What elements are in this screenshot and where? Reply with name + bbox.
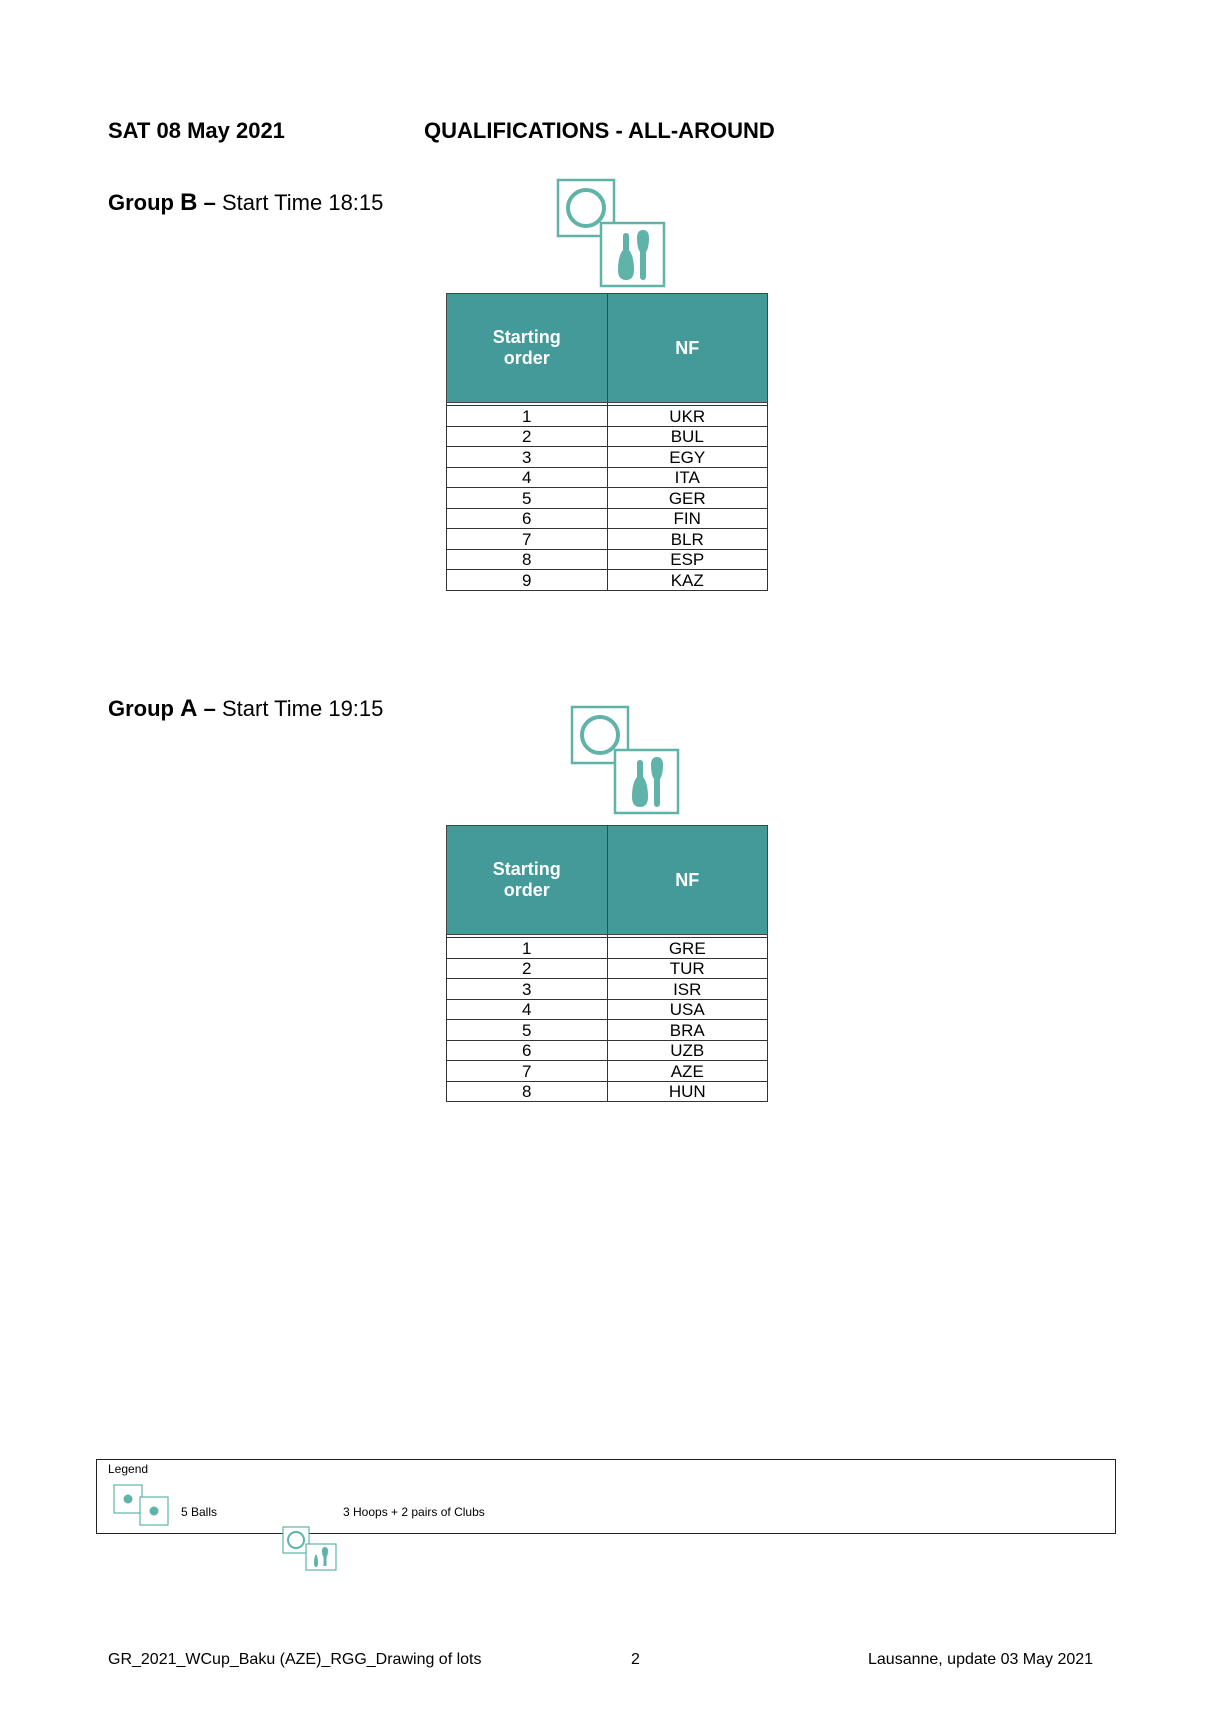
group-dash: – [203, 696, 216, 721]
order-cell: 2 [447, 958, 608, 979]
nf-cell: AZE [607, 1061, 768, 1082]
legend-item-balls: 5 Balls [181, 1505, 218, 1519]
table-row [447, 529, 768, 550]
table-row [447, 999, 768, 1020]
group-letter: B [180, 189, 198, 216]
legend-box [96, 1459, 1116, 1534]
nf-cell: ESP [607, 549, 768, 570]
table-row [447, 979, 768, 1000]
nf-cell: UKR [607, 406, 768, 427]
table-row [447, 447, 768, 468]
order-cell: 8 [447, 1081, 608, 1102]
table-row [447, 406, 768, 427]
table-row [447, 508, 768, 529]
schedule-date: SAT 08 May 2021 [108, 118, 285, 143]
nf-cell: GRE [607, 938, 768, 959]
order-cell: 5 [447, 488, 608, 509]
balls-icon [113, 1484, 171, 1526]
group-b-rows [447, 403, 768, 591]
order-cell: 1 [447, 938, 608, 959]
nf-cell: ITA [607, 467, 768, 488]
group-start-time: Start Time 19:15 [221, 696, 384, 721]
nf-cell: GER [607, 488, 768, 509]
nf-cell: ISR [607, 979, 768, 1000]
footer-document-name: GR_2021_WCup_Baku (AZE)_RGG_Drawing of lots [108, 1651, 482, 1668]
nf-cell: BLR [607, 529, 768, 550]
group-prefix: Group [108, 696, 174, 721]
order-cell: 7 [447, 1061, 608, 1082]
nf-cell: KAZ [607, 570, 768, 591]
footer-page-number: 2 [631, 1651, 640, 1668]
order-cell: 5 [447, 1020, 608, 1041]
nf-cell: BUL [607, 426, 768, 447]
table-row [447, 1081, 768, 1102]
nf-cell: USA [607, 999, 768, 1020]
order-cell: 9 [447, 570, 608, 591]
group-letter: A [180, 695, 198, 722]
table-row [447, 1040, 768, 1061]
order-cell: 7 [447, 529, 608, 550]
hoop-and-clubs-icon [570, 705, 682, 817]
order-cell: 6 [447, 1040, 608, 1061]
table-row [447, 467, 768, 488]
order-cell: 8 [447, 549, 608, 570]
group-a-rows [447, 935, 768, 1102]
table-row [447, 549, 768, 570]
order-cell: 3 [447, 447, 608, 468]
footer-update-date: Lausanne, update 03 May 2021 [868, 1651, 1094, 1668]
order-cell: 4 [447, 467, 608, 488]
column-header-nf: NF [607, 826, 768, 935]
table-row [447, 426, 768, 447]
order-cell: 1 [447, 406, 608, 427]
column-header-starting-order: Starting order [447, 294, 608, 403]
hoop-and-clubs-icon [282, 1526, 338, 1572]
page-heading: QUALIFICATIONS - ALL-AROUND [424, 118, 775, 143]
nf-cell: UZB [607, 1040, 768, 1061]
table-row [447, 570, 768, 591]
legend-item-hoops-clubs: 3 Hoops + 2 pairs of Clubs [343, 1505, 485, 1519]
group-start-time: Start Time 18:15 [221, 190, 384, 215]
order-cell: 2 [447, 426, 608, 447]
group-a-title [108, 695, 383, 723]
column-header-nf: NF [607, 294, 768, 403]
nf-cell: BRA [607, 1020, 768, 1041]
nf-cell: EGY [607, 447, 768, 468]
nf-cell: TUR [607, 958, 768, 979]
group-a-starting-order-table [446, 825, 768, 1102]
table-row [447, 1061, 768, 1082]
order-cell: 4 [447, 999, 608, 1020]
group-b-starting-order-table [446, 293, 768, 591]
group-b-title [108, 189, 383, 217]
table-row [447, 488, 768, 509]
table-row [447, 938, 768, 959]
group-prefix: Group [108, 190, 174, 215]
nf-cell: FIN [607, 508, 768, 529]
order-cell: 6 [447, 508, 608, 529]
nf-cell: HUN [607, 1081, 768, 1102]
order-cell: 3 [447, 979, 608, 1000]
column-header-starting-order: Starting order [447, 826, 608, 935]
legend-label: Legend [108, 1462, 149, 1476]
table-row [447, 1020, 768, 1041]
table-row [447, 958, 768, 979]
group-dash: – [203, 190, 216, 215]
hoop-and-clubs-icon [556, 178, 668, 290]
